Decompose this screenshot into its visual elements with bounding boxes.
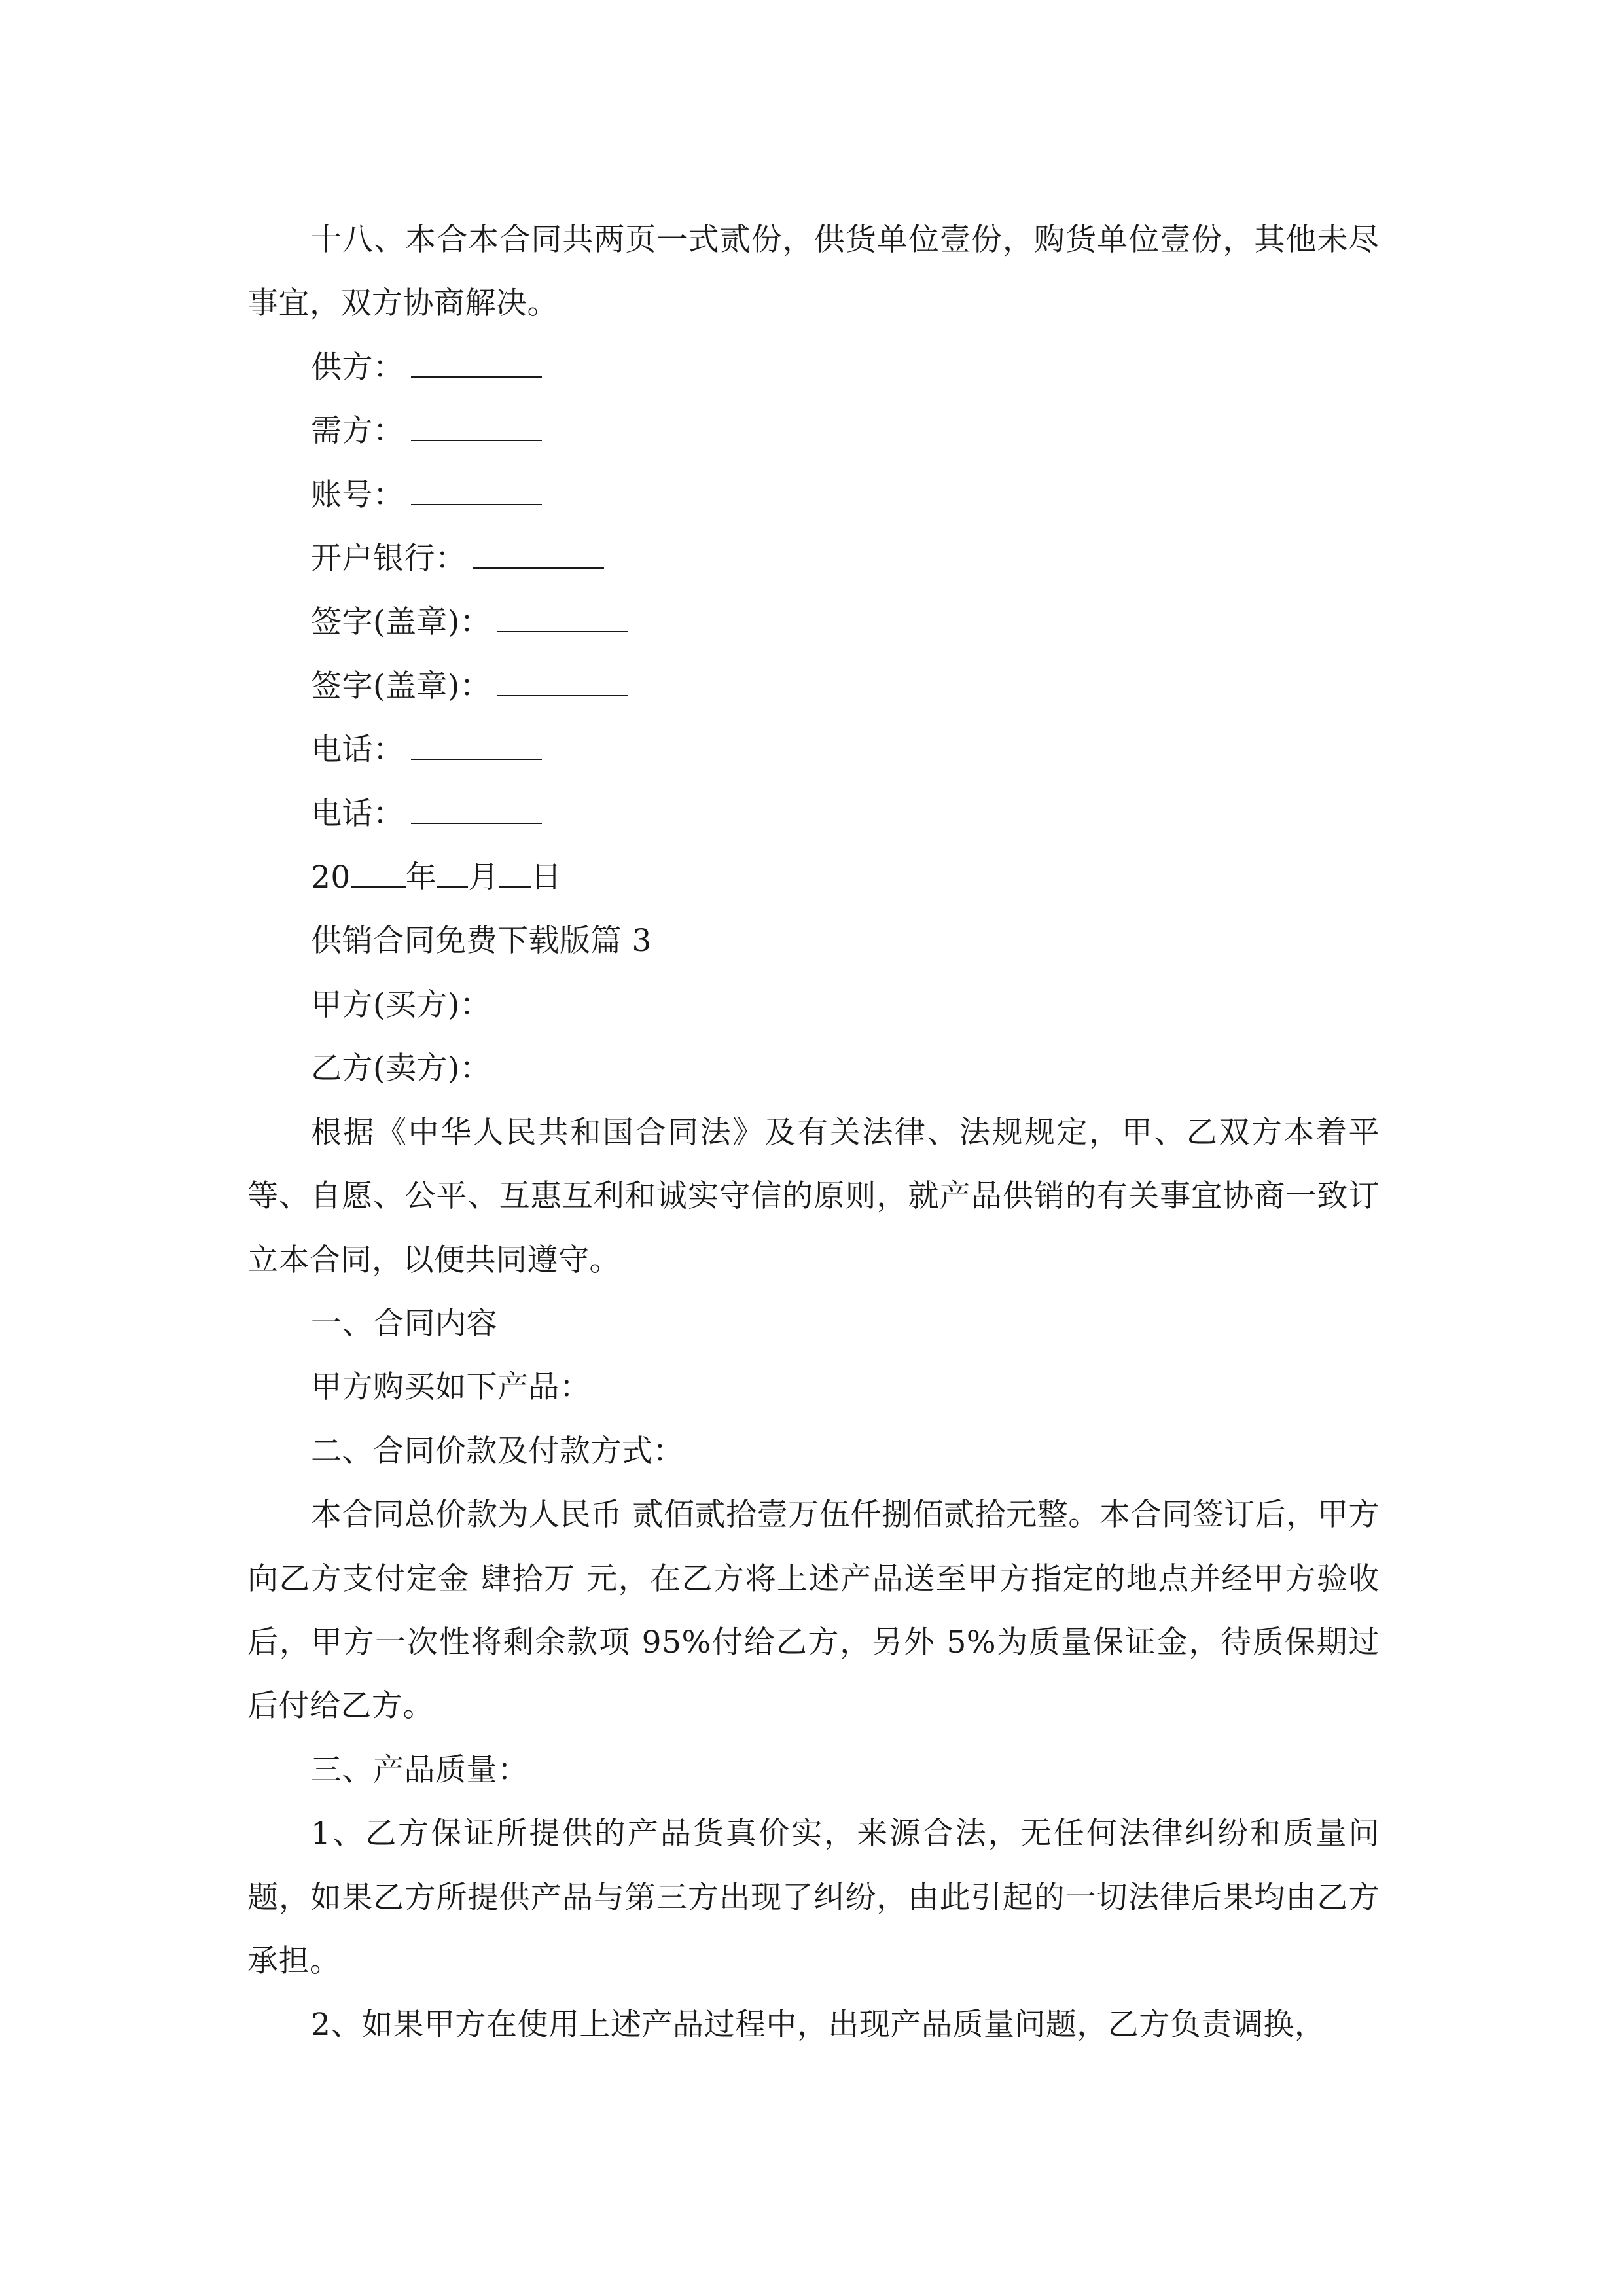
phone-label-2: 电话： [311,795,404,832]
section-1-body: 甲方购买如下产品： [311,1369,591,1406]
section-1-heading: 一、合同内容 [311,1305,497,1342]
section-3-item-1: 1、乙方保证所提供的产品货真价实，来源合法，无任何法律纠纷和质量问题，如果乙方所提供产品与第三方出现了纠纷，由此引起的一切法律后果均由乙方承担。 [247,1816,1380,1979]
year-label: 年 [405,859,437,896]
signature-blank-2 [497,669,628,696]
party-a-line: 甲方(买方)： [311,986,491,1023]
date-prefix: 20 [311,859,351,896]
signature-label-1: 签字(盖章)： [311,604,491,641]
month-label: 月 [468,859,499,896]
section-2-heading: 二、合同价款及付款方式： [311,1433,684,1469]
date-line [247,846,1380,909]
section-heading: 供销合同免费下载版篇 3 [311,923,652,960]
account-label: 账号： [311,476,404,513]
phone-label-1: 电话： [311,732,404,768]
section-3-item-2: 2、如果甲方在使用上述产品过程中，出现产品质量问题，乙方负责调换， [311,2007,1326,2043]
phone-blank-2 [411,797,542,824]
bank-blank [473,541,604,569]
intro-paragraph: 根据《中华人民共和国合同法》及有关法律、法规规定，甲、乙双方本着平等、自愿、公平、互惠互利和诚实守信的原则，就产品供销的有关事宜协商一致订立本合同，以便共同遵守。 [247,1114,1380,1278]
buyer-blank [411,414,542,441]
month-blank [437,860,468,888]
supplier-line [247,336,1380,399]
buyer-label: 需方： [311,413,404,450]
buyer-line [247,399,1380,463]
account-blank [411,478,542,505]
phone-line-2 [247,782,1380,846]
bank-line [247,527,1380,590]
day-blank [499,860,531,888]
clause-18: 十八、本合本合同共两页一式贰份，供货单位壹份，购货单位壹份，其他未尽事宜，双方协商解决。 [247,222,1380,322]
signature-line-1 [247,590,1380,654]
account-line [247,463,1380,527]
party-b-line: 乙方(卖方)： [311,1050,491,1087]
signature-label-2: 签字(盖章)： [311,668,491,704]
supplier-blank [411,350,542,378]
phone-line-1 [247,718,1380,781]
year-blank [351,860,406,888]
supplier-label: 供方： [311,349,404,386]
signature-line-2 [247,655,1380,718]
day-label: 日 [530,859,562,896]
document-body [247,208,1380,2057]
signature-blank-1 [497,605,628,632]
bank-label: 开户银行： [311,541,467,577]
section-2-body: 本合同总价款为人民币 贰佰贰拾壹万伍仟捌佰贰拾元整。本合同签订后，甲方向乙方支付定金 肆拾万 元，在乙方将上述产品送至甲方指定的地点并经甲方验收后，甲方一次性将剩余款项 95%付给乙方，另外 5%为质量保证金，待质保期过后付给乙方。 [247,1497,1380,1725]
phone-blank-1 [411,732,542,760]
section-3-heading: 三、产品质量： [311,1751,529,1788]
